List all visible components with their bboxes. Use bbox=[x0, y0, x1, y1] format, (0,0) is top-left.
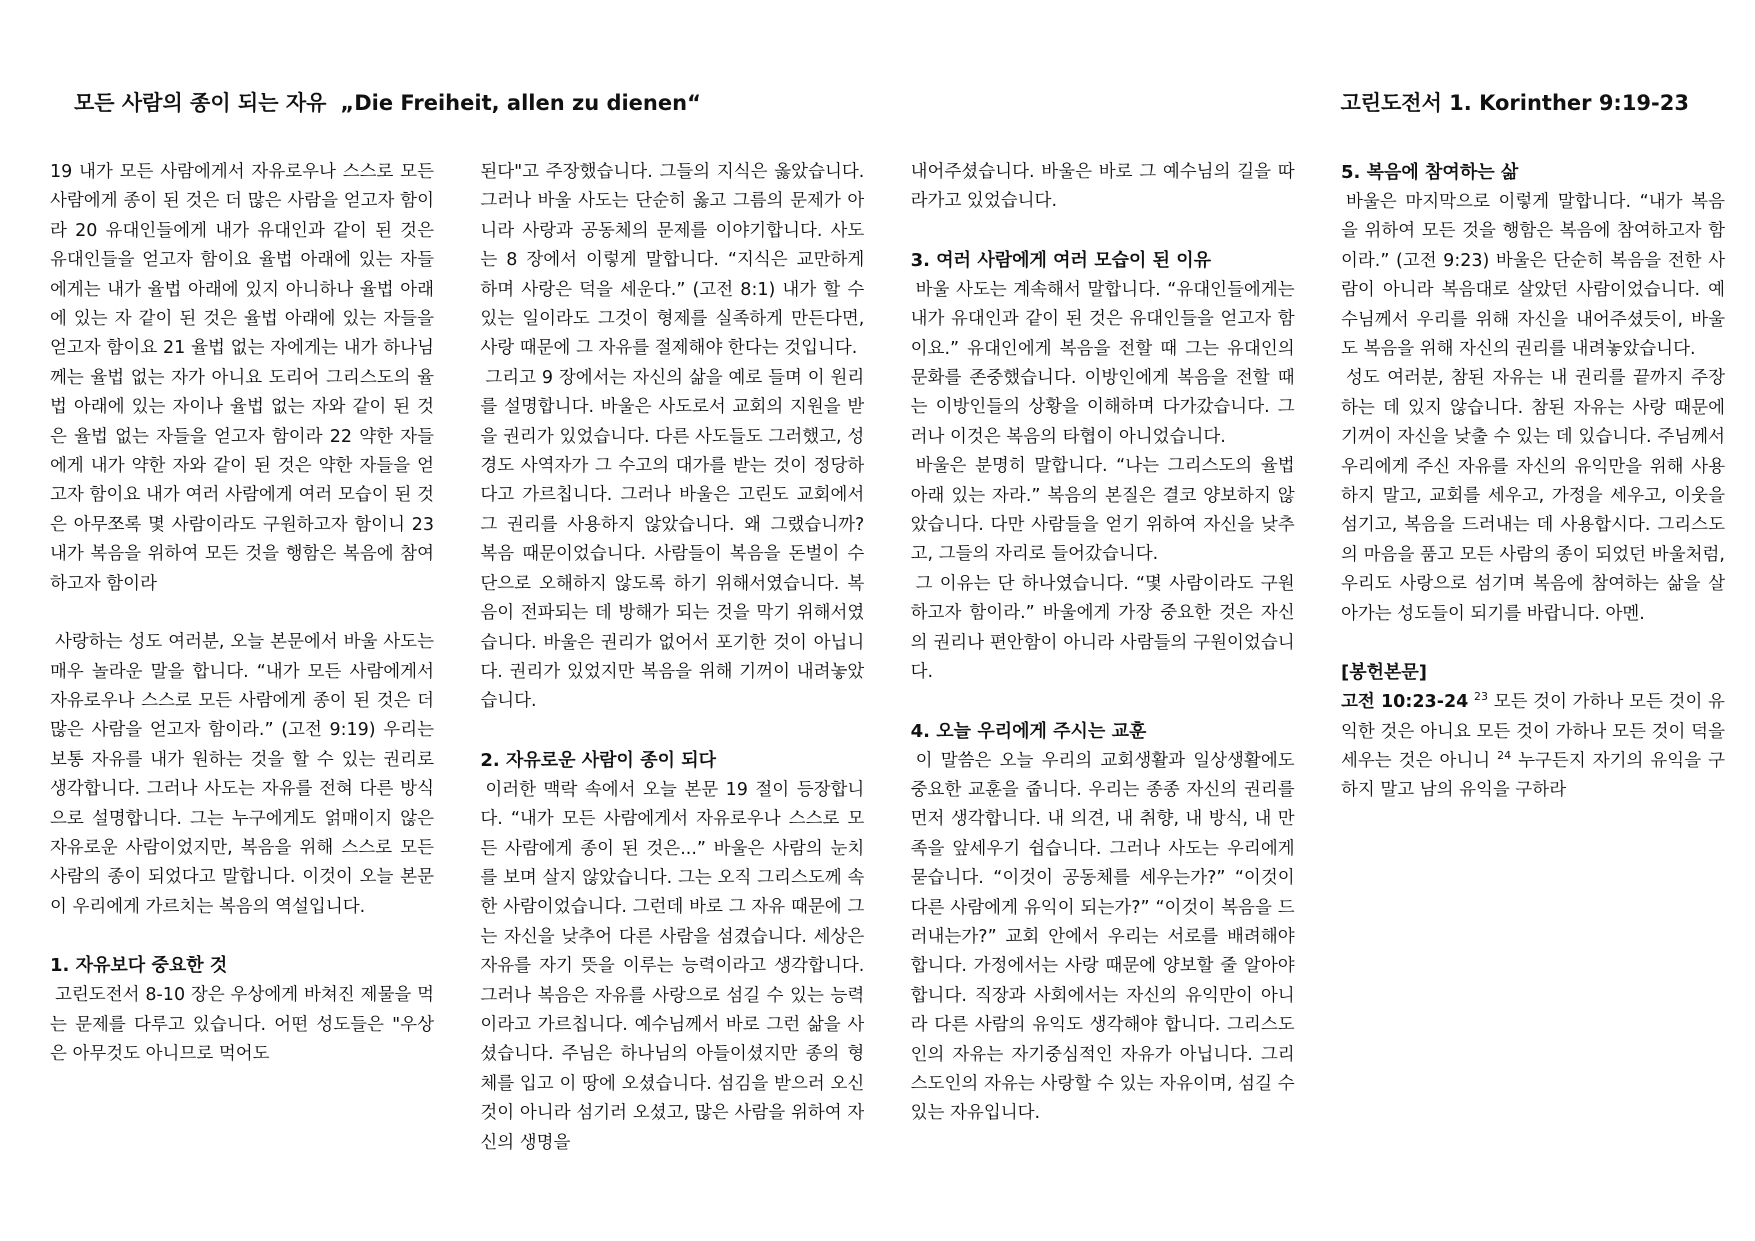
section-heading-1: 1. 자유보다 중요한 것 bbox=[50, 955, 228, 977]
offering-reference: 고전 10:23-24 bbox=[1340, 692, 1469, 713]
scripture-text: 19 내가 모든 사람에게서 자유로우나 스스로 모든 사람에게 종이 된 것은 더 많은 사람을 얻고자 함이라 20 유대인들에게 내가 유대인과 같이 된 것은 유대인들을 얻고자 함이요 율법 아래에 있는 자들에게는 내가 율법 아래에 있지 아니하나 율법 아래에 있는 자 같이 된 것은 율법 아래에 있는 자들을 얻고자 함이요 21 율법 없는 자에게는 내가 하나님께는 율법 없는 자가 아니요 도리어 그리스도의 율법 아래에 있는 자이나 율법 없는 자와 같이 된 것은 율법 없는 자들을 얻고자 함이라 22 약한 자들에게 내가 약한 자와 같이 된 것은 약한 자들을 얻고자 함이요 내가 여러 사람에게 여러 모습이 된 것은 아무쪼록 몇 사람이라도 구원하고자 함이니 23 내가 복음을 위하여 모든 것을 행함은 복음에 참여하고자 함이라 bbox=[50, 162, 434, 594]
verse-number-23: 23 bbox=[1474, 690, 1489, 704]
offering-scripture bbox=[1341, 688, 1725, 806]
column-4 bbox=[1341, 158, 1725, 1198]
section-heading-3: 3. 여러 사람에게 여러 모습이 된 이유 bbox=[910, 249, 1212, 271]
section-2-paragraph-continued: 내어주셨습니다. 바울은 바로 그 예수님의 길을 따라가고 있었습니다. bbox=[910, 162, 1295, 212]
section-heading-4: 4. 오늘 우리에게 주시는 교훈 bbox=[910, 720, 1147, 742]
section-5-paragraph-2: 성도 여러분, 참된 자유는 내 권리를 끝까지 주장하는 데 있지 않습니다. 참된 자유는 사랑 때문에 기꺼이 자신을 낮출 수 있는 데 있습니다. 주님께서 우리에게 주신 자유를 자신의 유익만을 위해 사용하지 말고, 교회를 세우고, 가정을 세우고, 이웃을 섬기고, 복음을 드러내는 데 사용합시다. 그리스도의 마음을 품고 모든 사람의 종이 되었던 바울처럼, 우리도 사랑으로 섬기며 복음에 참여하는 삶을 살아가는 성도들이 되기를 바랍니다. 아멘. bbox=[1340, 368, 1725, 624]
column-1 bbox=[50, 158, 434, 1198]
section-3-paragraph-3: 그 이유는 단 하나였습니다. “몇 사람이라도 구원하고자 함이라.” 바울에게 가장 중요한 것은 자신의 권리나 편안함이 아니라 사람들의 구원이었습니다. bbox=[910, 573, 1295, 683]
verse-number-24: 24 bbox=[1497, 749, 1512, 763]
spacer bbox=[50, 599, 434, 628]
intro-paragraph: 사랑하는 성도 여러분, 오늘 본문에서 바울 사도는 매우 놀라운 말을 합니다. “내가 모든 사람에게서 자유로우나 스스로 모든 사람에게 종이 된 것은 더 많은 사람을 얻고자 함이라.” (고전 9:19) 우리는 보통 자유를 내가 원하는 것을 할 수 있는 권리로 생각합니다. 그러나 사도는 자유를 전혀 다른 방식으로 설명합니다. 그는 누구에게도 얽매이지 않은 자유로운 사람이었지만, 복음을 위해 스스로 모든 사람의 종이 되었다고 말합니다. 이것이 오늘 본문이 우리에게 가르치는 복음의 역설입니다. bbox=[50, 632, 434, 917]
section-5-paragraph-1: 바울은 마지막으로 이렇게 말합니다. “내가 복음을 위하여 모든 것을 행함은 복음에 참여하고자 함이라.” (고전 9:23) 바울은 단순히 복음을 전한 사람이 아니라 복음대로 살았던 사람이었습니다. 예수님께서 우리를 위해 자신을 내어주셨듯이, 바울도 복음을 위해 자신의 권리를 내려놓았습니다. bbox=[1340, 192, 1725, 360]
section-2-paragraph: 이러한 맥락 속에서 오늘 본문 19 절이 등장합니다. “내가 모든 사람에게서 자유로우나 스스로 모든 사람에게 종이 된 것은...” 바울은 사람의 눈치를 보며 살지 않았습니다. 그는 오직 그리스도께 속한 사람이었습니다. 그런데 바로 그 자유 때문에 그는 자신을 낮추어 다른 사람을 섬겼습니다. 세상은 자유를 자기 뜻을 이루는 능력이라고 생각합니다. 그러나 복음은 자유를 사랑으로 섬길 수 있는 능력이라고 가르칩니다. 예수님께서 바로 그런 삶을 사셨습니다. 주님은 하나님의 아들이셨지만 종의 형체를 입고 이 땅에 오셨습니다. 섬김을 받으러 오신 것이 아니라 섬기러 오셨고, 많은 사람을 위하여 자신의 생명을 bbox=[480, 779, 865, 1153]
sermon-body bbox=[50, 158, 1725, 1198]
spacer bbox=[911, 217, 1295, 246]
section-4-paragraph: 이 말씀은 오늘 우리의 교회생활과 일상생활에도 중요한 교훈을 줍니다. 우리는 종종 자신의 권리를 먼저 생각합니다. 내 의견, 내 취향, 내 방식, 내 만족을 앞세우기 쉽습니다. 그러나 사도는 우리에게 묻습니다. “이것이 공동체를 세우는가?” “이것이 다른 사람에게 유익이 되는가?” “이것이 복음을 드러내는가?” 교회 안에서 우리는 서로를 배려해야 합니다. 가정에서는 사랑 때문에 양보할 줄 알아야 합니다. 직장과 사회에서는 자신의 유익만이 아니라 다른 사람의 유익도 생각해야 합니다. 그리스도인의 자유는 자기중심적인 자유가 아닙니다. 그리스도인의 자유는 사랑할 수 있는 자유이며, 섬길 수 있는 자유입니다. bbox=[910, 750, 1295, 1124]
section-3-paragraph-2: 바울은 분명히 말합니다. “나는 그리스도의 율법 아래 있는 자라.” 복음의 본질은 결코 양보하지 않았습니다. 다만 사람들을 얻기 위하여 자신을 낮추고, 그들의 자리로 들어갔습니다. bbox=[910, 456, 1295, 565]
offering-heading: [봉헌본문] bbox=[1340, 662, 1427, 684]
scripture-reference: 고린도전서 1. Korinther 9:19-23 bbox=[1340, 91, 1689, 115]
section-1-paragraph-continued: 된다"고 주장했습니다. 그들의 지식은 옳았습니다. 그러나 바울 사도는 단순히 옳고 그름의 문제가 아니라 사랑과 공동체의 문제를 이야기합니다. 사도는 8 장에서 이렇게 말합니다. “지식은 교만하게 하며 사랑은 덕을 세운다.” (고전 8:1) 내가 할 수 있는 일이라도 그것이 형제를 실족하게 만든다면, 사랑 때문에 그 자유를 절제해야 한다는 것입니다. bbox=[480, 162, 865, 359]
spacer bbox=[911, 688, 1295, 717]
spacer bbox=[50, 922, 434, 951]
verse-23-text: 모든 것이 가하나 모든 것이 유익한 것은 아니요 모든 것이 가하나 모든 것이 덕을 세우는 것은 아니니 bbox=[1340, 692, 1725, 771]
page-header bbox=[74, 84, 1689, 120]
verse-24-text: 누구든지 자기의 유익을 구하지 말고 남의 유익을 구하라 bbox=[1340, 750, 1725, 801]
spacer bbox=[480, 717, 864, 746]
sermon-title bbox=[74, 87, 701, 117]
spacer bbox=[1341, 629, 1725, 658]
title-korean: 모든 사람의 종이 되는 자유 bbox=[74, 91, 327, 115]
title-german: „Die Freiheit, allen zu dienen“ bbox=[340, 91, 701, 115]
column-2 bbox=[480, 158, 864, 1198]
section-3-paragraph-1: 바울 사도는 계속해서 말합니다. “유대인들에게는 내가 유대인과 같이 된 것은 유대인들을 얻고자 함이요.” 유대인에게 복음을 전할 때 그는 유대인의 문화를 존중했습니다. 이방인에게 복음을 전할 때는 이방인들의 상황을 이해하며 다가갔습니다. 그러나 이것은 복음의 타협이 아니었습니다. bbox=[910, 279, 1295, 447]
section-1-paragraph-2: 그리고 9 장에서는 자신의 삶을 예로 들며 이 원리를 설명합니다. 바울은 사도로서 교회의 지원을 받을 권리가 있었습니다. 다른 사도들도 그러했고, 성경도 사역자가 그 수고의 대가를 받는 것이 정당하다고 가르칩니다. 그러나 바울은 고린도 교회에서 그 권리를 사용하지 않았습니다. 왜 그랬습니까? 복음 때문이었습니다. 사람들이 복음을 돈벌이 수단으로 오해하지 않도록 하기 위해서였습니다. 복음이 전파되는 데 방해가 되는 것을 막기 위해서였습니다. 바울은 권리가 없어서 포기한 것이 아닙니다. 권리가 있었지만 복음을 위해 기꺼이 내려놓았습니다. bbox=[480, 367, 865, 712]
column-3 bbox=[911, 158, 1295, 1198]
section-1-paragraph: 고린도전서 8-10 장은 우상에게 바쳐진 제물을 먹는 문제를 다루고 있습니다. 어떤 성도들은 "우상은 아무것도 아니므로 먹어도 bbox=[50, 985, 434, 1064]
section-heading-2: 2. 자유로운 사람이 종이 되다 bbox=[480, 749, 717, 771]
section-heading-5: 5. 복음에 참여하는 삶 bbox=[1340, 162, 1519, 183]
